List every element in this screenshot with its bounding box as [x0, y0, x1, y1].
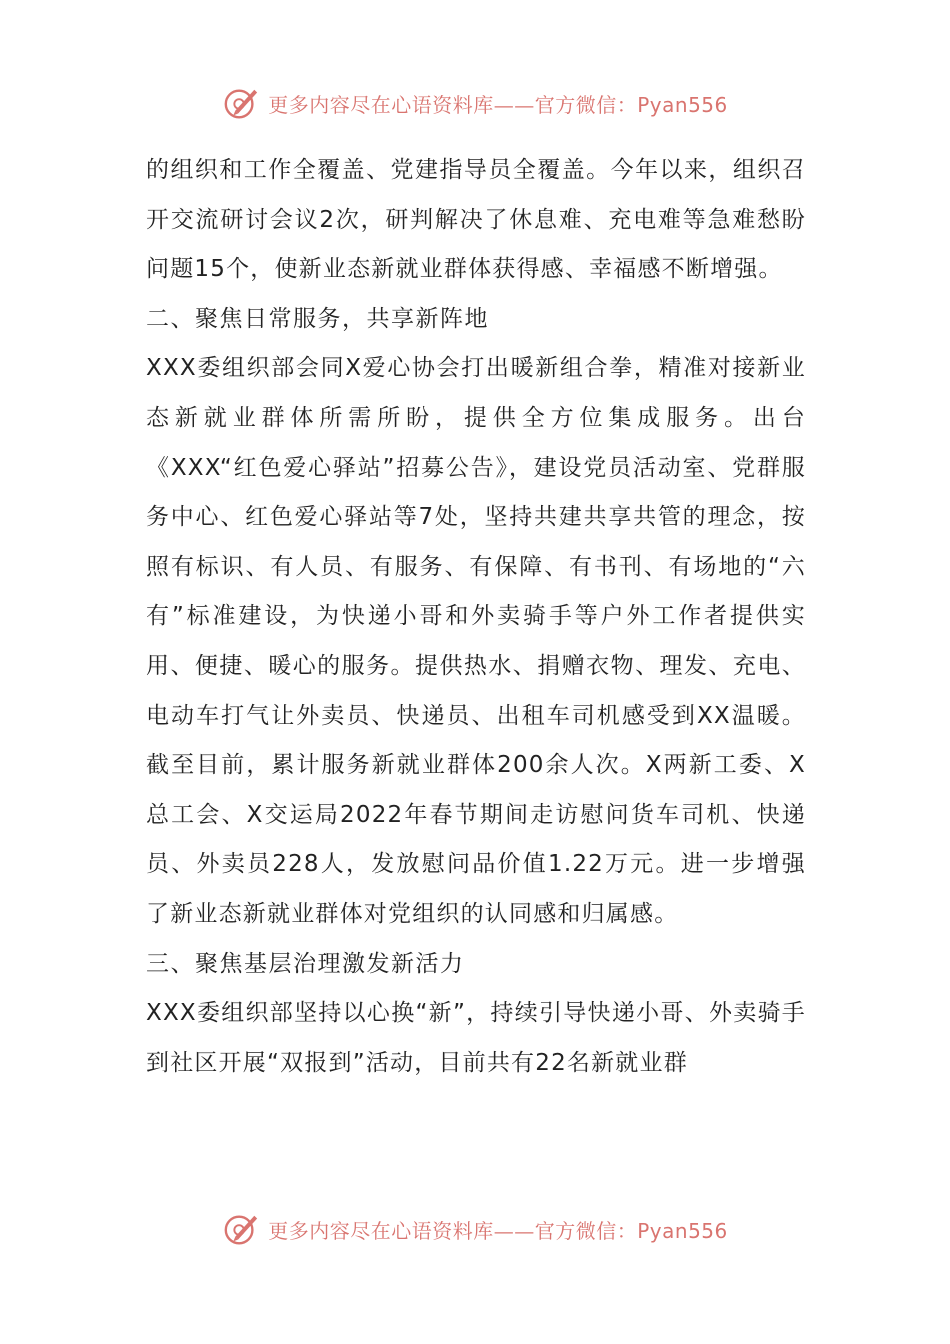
watermark-text: 更多内容尽在心语资料库——官方微信：Pyan556 [268, 92, 728, 117]
section-heading: 二、聚焦日常服务，共享新阵地 [146, 305, 489, 332]
pen-circle-icon [222, 84, 260, 122]
watermark-banner-bottom [0, 1204, 950, 1254]
paragraph: 的组织和工作全覆盖、党建指导员全覆盖。今年以来，组织召开交流研讨会议2次，研判解决了休息难、充电难等急难愁盼问题15个，使新业态新就业群体获得感、幸福感不断增强。 [146, 157, 806, 283]
pen-circle-icon [222, 1210, 260, 1248]
section-heading: 三、聚焦基层治理激发新活力 [146, 950, 465, 977]
watermark-text: 更多内容尽在心语资料库——官方微信：Pyan556 [268, 1218, 728, 1243]
watermark-banner-top [0, 78, 950, 128]
document-body [146, 146, 806, 1088]
paragraph: XXX委组织部会同X爱心协会打出暖新组合拳，精准对接新业态新就业群体所需所盼，提供全方位集成服务。出台《XXX“红色爱心驿站”招募公告》，建设党员活动室、党群服务中心、红色爱心驿站等7处，坚持共建共享共管的理念，按照有标识、有人员、有服务、有保障、有书刊、有场地的“六有”标准建设，为快递小哥和外卖骑手等户外工作者提供实用、便捷、暖心的服务。提供热水、捐赠衣物、理发、充电、电动车打气让外卖员、快递员、出租车司机感受到XX温暖。截至目前，累计服务新就业群体200余人次。X两新工委、X总工会、X交运局2022年春节期间走访慰问货车司机、快递员、外卖员228人，发放慰问品价值1.22万元。进一步增强了新业态新就业群体对党组织的认同感和归属感。 [146, 355, 806, 927]
paragraph: XXX委组织部坚持以心换“新”，持续引导快递小哥、外卖骑手到社区开展“双报到”活动，目前共有22名新就业群 [146, 1000, 806, 1076]
